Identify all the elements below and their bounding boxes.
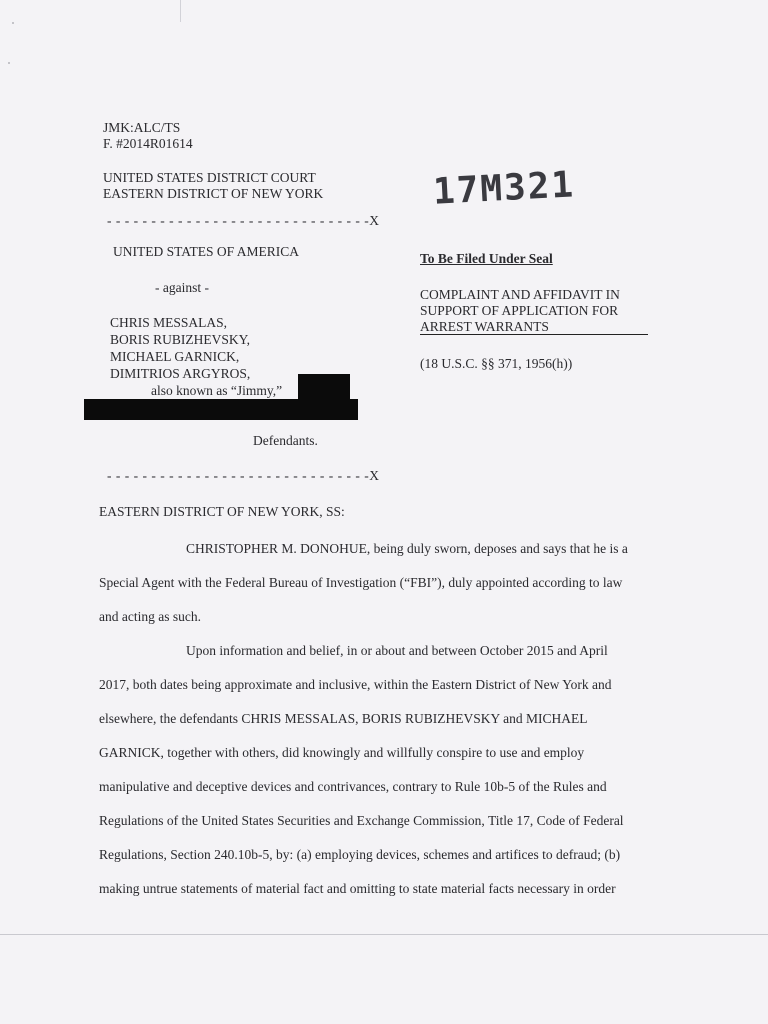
body-line: making untrue statements of material fact and omitting to state material facts necessary in order: [99, 881, 616, 896]
document-title-line: ARREST WARRANTS: [420, 319, 549, 334]
body-line: manipulative and deceptive devices and contrivances, contrary to Rule 10b-5 of the Rules and: [99, 779, 607, 794]
statute-citation: (18 U.S.C. §§ 371, 1956(h)): [420, 356, 573, 371]
title-underline: [420, 334, 648, 335]
seal-notice: To Be Filed Under Seal: [420, 251, 553, 266]
scan-fold-line: [0, 934, 768, 935]
body-line: elsewhere, the defendants CHRIS MESSALAS, BORIS RUBIZHEVSKY and MICHAEL: [99, 711, 588, 726]
body-line: Upon information and belief, in or about and between October 2015 and April: [186, 643, 608, 658]
body-line: CHRISTOPHER M. DONOHUE, being duly sworn, deposes and says that he is a: [186, 541, 628, 556]
body-line: 2017, both dates being approximate and inclusive, within the Eastern District of New York and: [99, 677, 612, 692]
body-line: and acting as such.: [99, 609, 201, 624]
body-line: GARNICK, together with others, did knowingly and willfully conspire to use and employ: [99, 745, 585, 760]
against-label: - against -: [155, 280, 209, 295]
defendant-name: DIMITRIOS ARGYROS,: [110, 366, 251, 381]
scan-speck: [8, 62, 10, 64]
court-district: EASTERN DISTRICT OF NEW YORK: [103, 186, 324, 201]
defendant-name: MICHAEL GARNICK,: [110, 349, 240, 364]
redaction-box: [84, 399, 358, 420]
defendants-label: Defendants.: [253, 433, 318, 448]
scan-mark: [180, 0, 181, 22]
case-number-stamp: 17M321: [432, 164, 577, 213]
venue-line: EASTERN DISTRICT OF NEW YORK, SS:: [99, 504, 345, 519]
defendant-name: CHRIS MESSALAS,: [110, 315, 228, 330]
redaction-box: [298, 374, 350, 400]
defendant-name: BORIS RUBIZHEVSKY,: [110, 332, 251, 347]
file-initials: JMK:ALC/TS: [103, 120, 181, 135]
document-title-line: COMPLAINT AND AFFIDAVIT IN: [420, 287, 620, 302]
scan-speck: [12, 22, 14, 24]
file-number: F. #2014R01614: [103, 136, 193, 151]
caption-separator-bottom: - - - - - - - - - - - - - - - - - - - - - - - - - - - - - -X: [107, 468, 380, 483]
defendant-alias: also known as “Jimmy,”: [151, 383, 283, 398]
body-line: Special Agent with the Federal Bureau of Investigation (“FBI”), duly appointed according to law: [99, 575, 623, 590]
caption-separator-top: - - - - - - - - - - - - - - - - - - - - - - - - - - - - - -X: [107, 213, 380, 228]
body-line: Regulations of the United States Securities and Exchange Commission, Title 17, Code of Federal: [99, 813, 624, 828]
document-title-line: SUPPORT OF APPLICATION FOR: [420, 303, 619, 318]
plaintiff: UNITED STATES OF AMERICA: [113, 244, 300, 259]
court-name: UNITED STATES DISTRICT COURT: [103, 170, 316, 185]
body-line: Regulations, Section 240.10b-5, by: (a) employing devices, schemes and artifices to defraud; (b): [99, 847, 621, 862]
